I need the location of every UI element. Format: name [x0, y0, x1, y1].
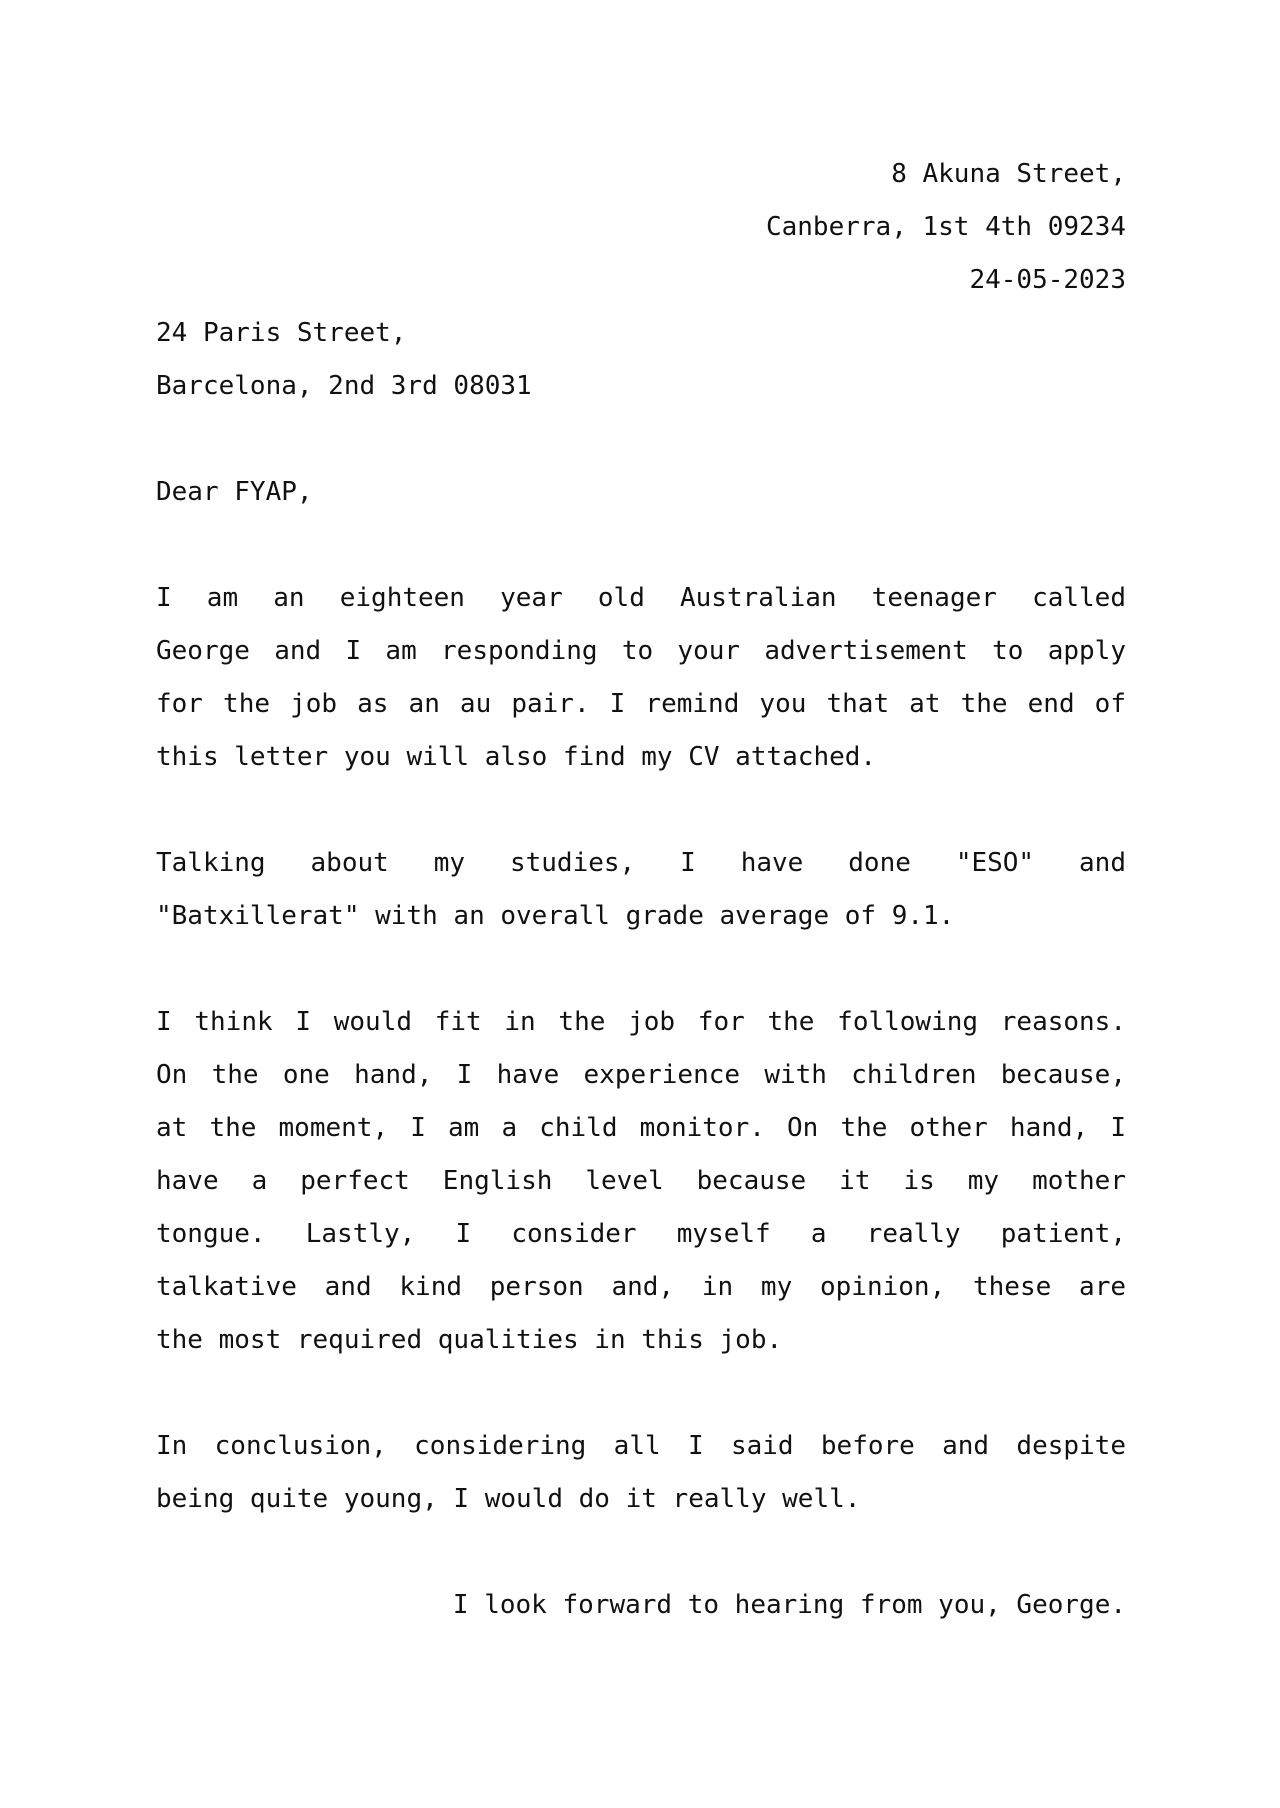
- paragraph-line: On the one hand, I have experience with children because,: [156, 1060, 1126, 1090]
- recipient-address: [156, 307, 1126, 413]
- paragraph-line: I am an eighteen year old Australian teenager called: [156, 583, 1126, 613]
- salutation: Dear FYAP,: [156, 477, 313, 507]
- closing: I look forward to hearing from you, George.: [452, 1590, 1126, 1620]
- sender-city: Canberra, 1st 4th 09234: [765, 212, 1126, 242]
- paragraph-reasons: [156, 996, 1126, 1367]
- letter-date: 24-05-2023: [969, 265, 1126, 295]
- paragraph-line: Talking about my studies, I have done "ESO" and: [156, 848, 1126, 878]
- paragraph-line: tongue. Lastly, I consider myself a really patient,: [156, 1219, 1126, 1249]
- sender-street: 8 Akuna Street,: [891, 159, 1126, 189]
- sender-address: [156, 148, 1126, 307]
- letter: [156, 148, 1126, 1632]
- recipient-city: Barcelona, 2nd 3rd 08031: [156, 371, 532, 401]
- paragraph-line: In conclusion, considering all I said before and despite: [156, 1431, 1126, 1461]
- paragraph-line: being quite young, I would do it really well.: [156, 1484, 861, 1514]
- paragraph-line: at the moment, I am a child monitor. On the other hand, I: [156, 1113, 1126, 1143]
- paragraph-conclusion: [156, 1420, 1126, 1526]
- paragraph-line: talkative and kind person and, in my opinion, these are: [156, 1272, 1126, 1302]
- paragraph-line: "Batxillerat" with an overall grade average of 9.1.: [156, 901, 955, 931]
- paragraph-line: I think I would fit in the job for the following reasons.: [156, 1007, 1126, 1037]
- paragraph-line: the most required qualities in this job.: [156, 1325, 783, 1355]
- paragraph-studies: [156, 837, 1126, 943]
- paragraph-line: this letter you will also find my CV attached.: [156, 742, 877, 772]
- paragraph-line: George and I am responding to your advertisement to apply: [156, 636, 1126, 666]
- recipient-street: 24 Paris Street,: [156, 318, 407, 348]
- paragraph-line: for the job as an au pair. I remind you that at the end of: [156, 689, 1126, 719]
- paragraph-line: have a perfect English level because it is my mother: [156, 1166, 1126, 1196]
- paragraph-intro: [156, 572, 1126, 784]
